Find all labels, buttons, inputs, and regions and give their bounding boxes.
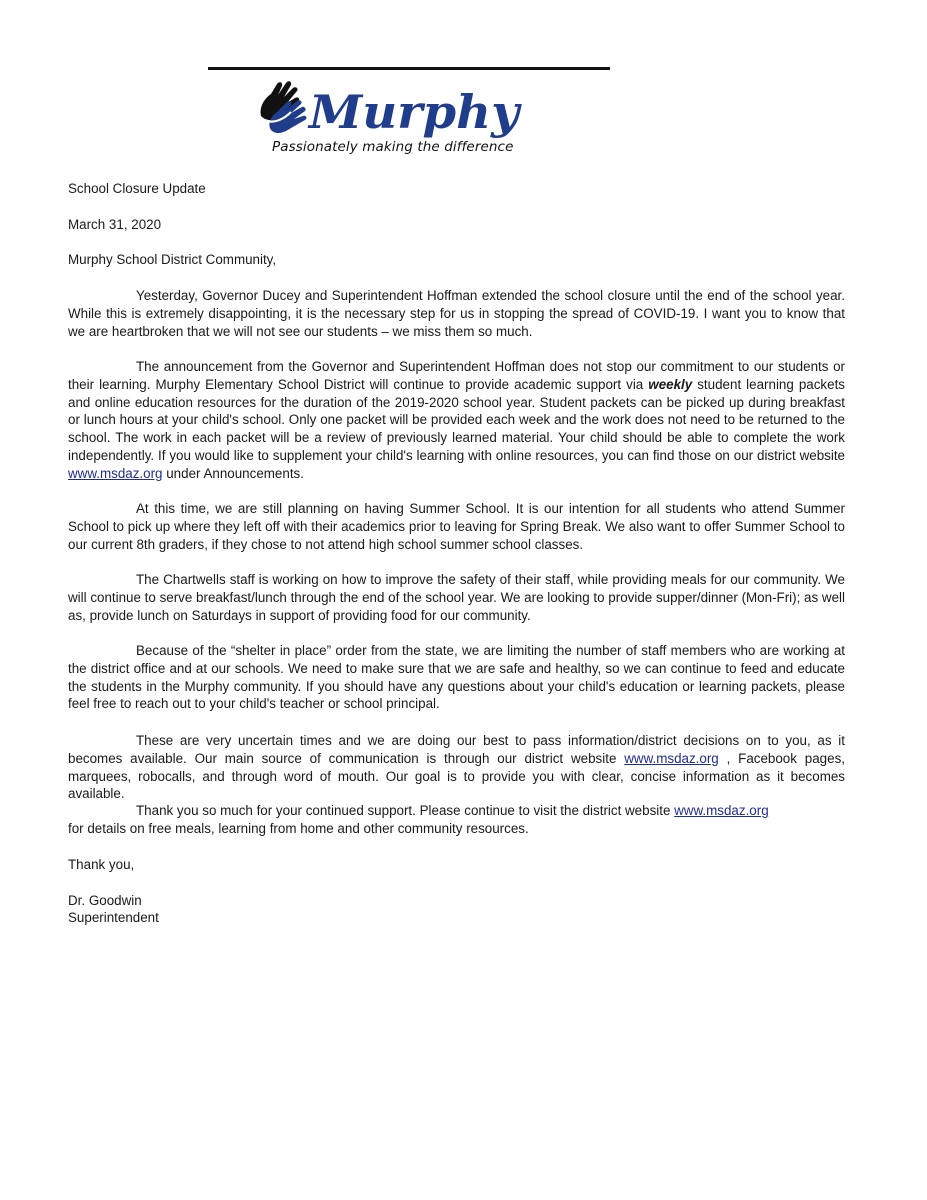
paragraph-commitment-part3: under Announcements. bbox=[162, 465, 304, 481]
paragraph-thanks-line2: for details on free meals, learning from home and other community resources. bbox=[68, 820, 529, 836]
paragraph-communication-part2: , Facebook pages, marquees, robocalls, and through word of mouth. Our goal is to provide you with clear, concise information as it becomes available. bbox=[68, 750, 845, 802]
hands-logo-graphic bbox=[255, 80, 555, 140]
district-website-link-2[interactable]: www.msdaz.org bbox=[624, 750, 719, 766]
logo-tagline: Passionately making the difference bbox=[272, 139, 514, 155]
paragraph-thanks-line1 bbox=[68, 802, 845, 820]
logo-wordmark: Murphy bbox=[306, 85, 523, 139]
signer-name: Dr. Goodwin bbox=[68, 893, 142, 908]
hands-icon bbox=[261, 81, 307, 133]
paragraph-meals: The Chartwells staff is working on how to improve the safety of their staff, while providing meals for our community. We will continue to serve breakfast/lunch through the end of the school year. We are looking to provide supper/dinner (Mon-Fri); as well as, provide lunch on Saturdays in support of providing food for our community. bbox=[68, 572, 845, 623]
paragraph-communication bbox=[68, 732, 845, 803]
letter-closing: Thank you, bbox=[68, 857, 135, 872]
paragraph-closure: Yesterday, Governor Ducey and Superintendent Hoffman extended the school closure until the end of the school year. While this is extremely disappointing, it is the necessary step for us in stopping the spread of COVID-19. I want you to know that we are heartbroken that we will not see our students – we miss them so much. bbox=[68, 288, 845, 339]
district-website-link-3[interactable]: www.msdaz.org bbox=[674, 803, 769, 818]
letter-date: March 31, 2020 bbox=[68, 217, 162, 232]
letter-salutation: Murphy School District Community, bbox=[68, 252, 277, 267]
district-website-link[interactable]: www.msdaz.org bbox=[68, 465, 163, 481]
paragraph-commitment-part2: student learning packets and online education resources for the duration of the 2019-2020 school year. Student packets can be picked up during breakfast or lunch hours at your child's school. Only one packet will be provided each week and the work does not need to be returned to the school. The work in each packet will be a review of previously learned material. Your child should be able to complete the work independently. If you would like to supplement your child's learning with online resources, you can find those on our district website bbox=[68, 376, 845, 463]
signer-title: Superintendent bbox=[68, 910, 159, 925]
letter-subject: School Closure Update bbox=[68, 181, 206, 196]
paragraph-thanks-part1: Thank you so much for your continued support. Please continue to visit the district website bbox=[136, 803, 675, 818]
header-rule bbox=[208, 67, 610, 70]
emphasis-weekly: weekly bbox=[648, 376, 693, 392]
paragraph-communication-part1: These are very uncertain times and we are doing our best to pass information/district decisions on to you, as it becomes available. Our main source of communication is through our district website bbox=[68, 733, 845, 766]
paragraph-commitment-part1: The announcement from the Governor and Superintendent Hoffman does not stop our commitment to our students or their learning. Murphy Elementary School District will continue to provide academic support via bbox=[68, 359, 845, 392]
paragraph-shelter-in-place: Because of the “shelter in place” order from the state, we are limiting the number of staff members who are working at the district office and at our schools. We need to make sure that we are safe and healthy, so we can continue to feed and educate the students in the Murphy community. If you should have any questions about your child's education or learning packets, please feel free to reach out to your child's teacher or school principal. bbox=[68, 643, 845, 712]
paragraph-summer-school: At this time, we are still planning on having Summer School. It is our intention for all students who attend Summer School to pick up where they left off with their academics prior to leaving for Spring Break. We also want to offer Summer School to our current 8th graders, if they chose to not attend high school summer school classes. bbox=[68, 501, 845, 552]
paragraph-thanks bbox=[68, 802, 845, 838]
paragraph-commitment bbox=[68, 358, 845, 483]
